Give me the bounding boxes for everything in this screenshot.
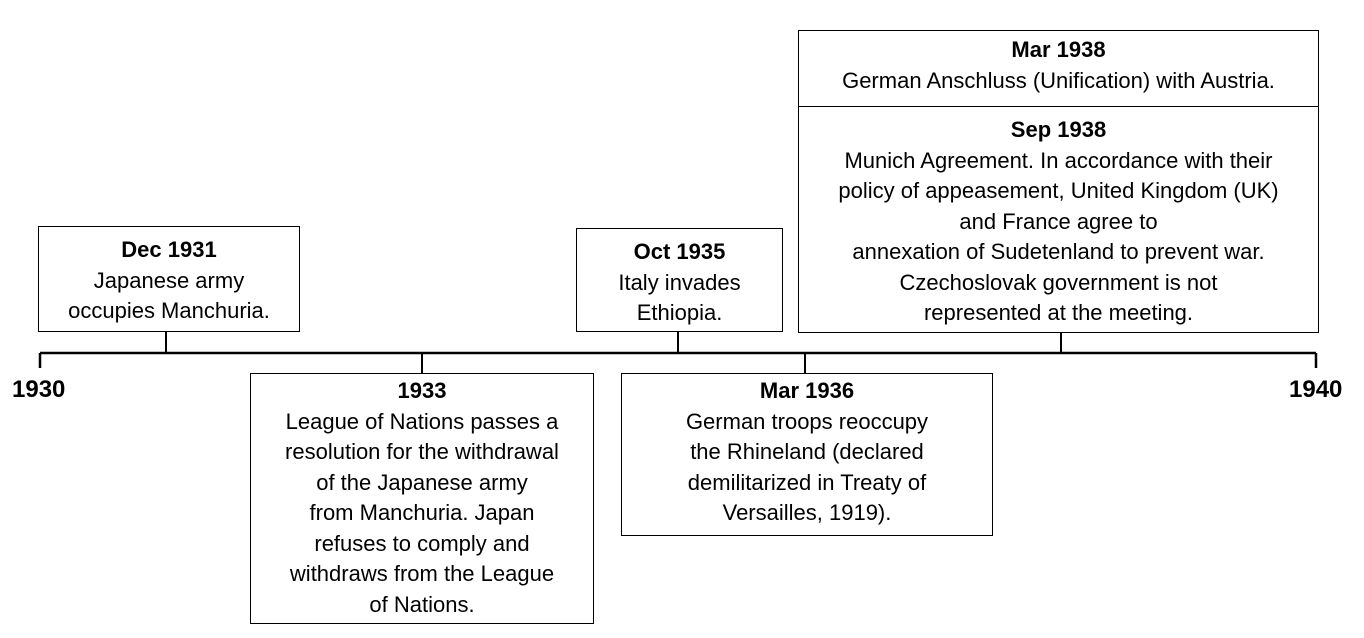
axis-end-label: 1940: [1289, 376, 1343, 403]
event-box-dec-1931: [38, 226, 300, 332]
event-date: Mar 1938: [1011, 37, 1106, 62]
event-text: German Anschluss (Unification) with Austria.: [842, 67, 1275, 93]
event-text: Italy invades Ethiopia.: [618, 269, 741, 325]
event-box-1938: [798, 30, 1319, 333]
event-date: Oct 1935: [633, 239, 726, 264]
event-section-sep-1938: [799, 115, 1318, 329]
event-text: Japanese army occupies Manchuria.: [68, 267, 270, 323]
event-date: Sep 1938: [1010, 117, 1107, 142]
event-section-mar-1938: [799, 35, 1318, 96]
event-divider: [799, 106, 1318, 107]
event-text: League of Nations passes a resolution for the withdrawal of the Japanese army from Manchuria. Japan refuses to comply and withdraws from the League of Nations.: [285, 408, 559, 617]
event-box-oct-1935: [576, 228, 783, 332]
event-date: Mar 1936: [759, 378, 855, 403]
event-box-mar-1936: [621, 373, 993, 536]
event-text: German troops reoccupy the Rhineland (declared demilitarized in Treaty of Versailles, 1919).: [685, 408, 929, 525]
event-date: 1933: [397, 378, 447, 403]
event-box-1933: [250, 373, 594, 624]
axis-start-label: 1930: [12, 376, 66, 403]
event-text: Munich Agreement. In accordance with their policy of appeasement, United Kingdom (UK) and France agree to annexation of Sudetenland to prevent war. Czechoslovak government is not represented at the meeting.: [838, 147, 1279, 325]
event-date: Dec 1931: [121, 237, 217, 262]
